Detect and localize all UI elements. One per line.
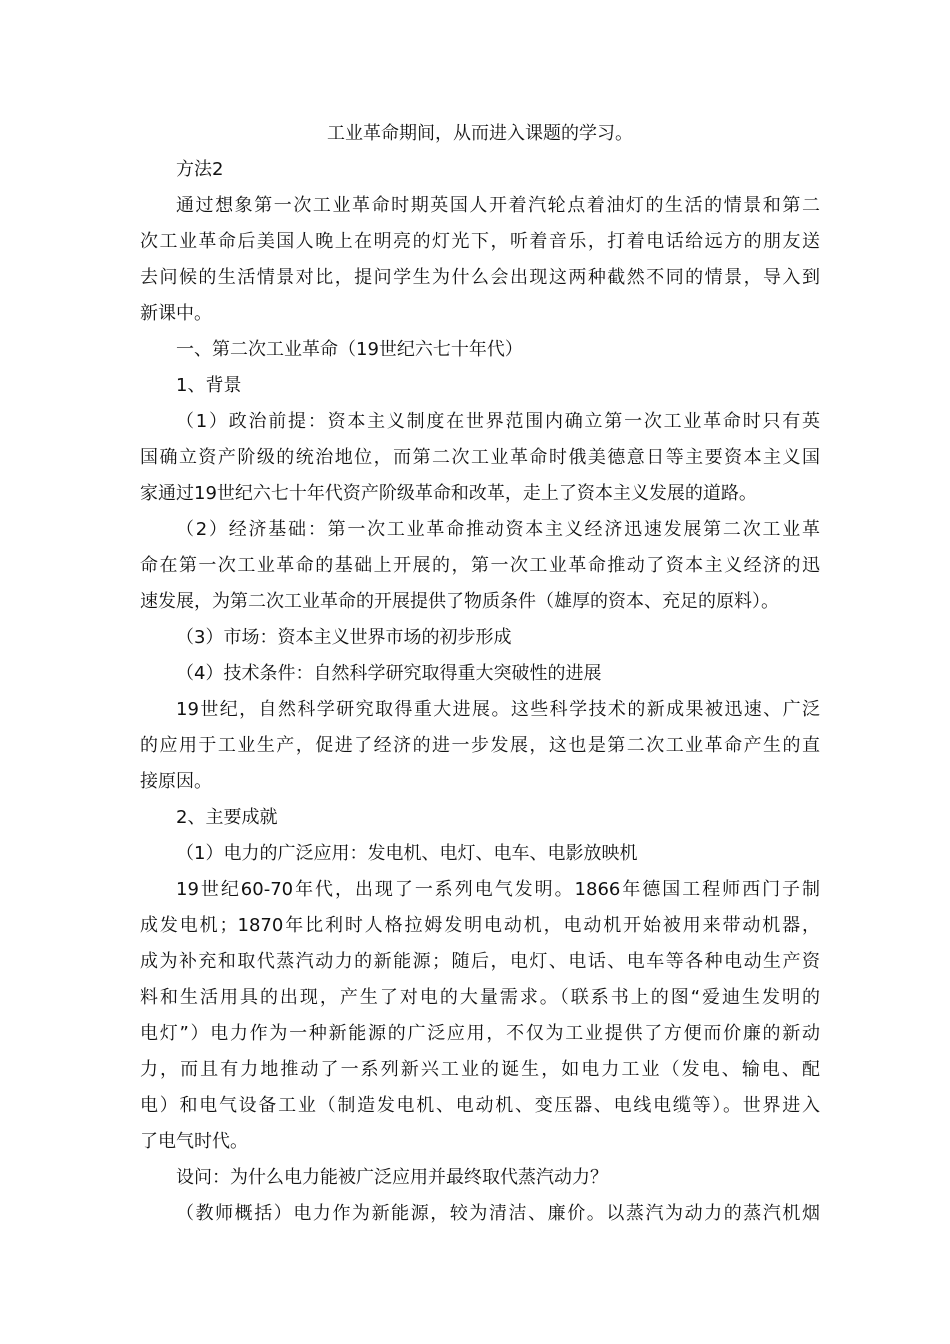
paragraph-economic-basis [140, 512, 820, 620]
paragraph-intro-end: 工业革命期间，从而进入课题的学习。 [327, 123, 633, 144]
text-line: 接原因。 [140, 771, 212, 792]
text-line: 19世纪60-70年代，出现了一系列电气发明。1866年德国工程师西门子制 [176, 879, 820, 900]
text-line: （2）经济基础：第一次工业革命推动资本主义经济迅速发展第二次工业革 [176, 519, 820, 540]
text-line: （1）政治前提：资本主义制度在世界范围内确立第一次工业革命时只有英 [176, 411, 820, 432]
text-line: 家通过19世纪六七十年代资产阶级革命和改革，走上了资本主义发展的道路。 [140, 483, 757, 504]
paragraph-teacher-summary [140, 1196, 820, 1232]
text-line: 国确立资产阶级的统治地位，而第二次工业革命时俄美德意日等主要资本主义国 [140, 447, 820, 468]
paragraph-electricity-applications: （1）电力的广泛应用：发电机、电灯、电车、电影放映机 [176, 843, 638, 864]
text-line: 命在第一次工业革命的基础上开展的，第一次工业革命推动了资本主义经济的迅 [140, 555, 820, 576]
paragraph-question: 设问：为什么电力能被广泛应用并最终取代蒸汽动力？ [176, 1167, 608, 1188]
text-line: 了电气时代。 [140, 1131, 248, 1152]
paragraph-method-2-heading: 方法2 [176, 159, 224, 180]
text-line: 力，而且有力地推动了一系列新兴工业的诞生，如电力工业（发电、输电、配 [140, 1059, 820, 1080]
paragraph-technical-conditions: （4）技术条件：自然科学研究取得重大突破性的进展 [176, 663, 602, 684]
text-line: 电）和电气设备工业（制造发电机、电动机、变压器、电线电缆等）。世界进入 [140, 1095, 820, 1116]
text-line: 去问候的生活情景对比，提问学生为什么会出现这两种截然不同的情景，导入到 [140, 267, 820, 288]
text-line: 的应用于工业生产，促进了经济的进一步发展，这也是第二次工业革命产生的直 [140, 735, 820, 756]
subsection-heading-achievements: 2、主要成就 [176, 807, 278, 828]
text-line: 次工业革命后美国人晚上在明亮的灯光下，听着音乐，打着电话给远方的朋友送 [140, 231, 820, 252]
text-line: 速发展，为第二次工业革命的开展提供了物质条件（雄厚的资本、充足的原料）。 [140, 591, 779, 612]
subsection-heading-background: 1、背景 [176, 375, 242, 396]
text-line: 19世纪，自然科学研究取得重大进展。这些科学技术的新成果被迅速、广泛 [176, 699, 820, 720]
text-line: 电灯”）电力作为一种新能源的广泛应用，不仅为工业提供了方便而价廉的新动 [140, 1023, 820, 1044]
document-body [140, 116, 820, 1232]
text-line: 成为补充和取代蒸汽动力的新能源；随后，电灯、电话、电车等各种电动生产资 [140, 951, 820, 972]
text-line: （教师概括）电力作为新能源，较为清洁、廉价。以蒸汽为动力的蒸汽机烟 [176, 1203, 820, 1224]
text-line: 料和生活用具的出现，产生了对电的大量需求。（联系书上的图“爱迪生发明的 [140, 987, 820, 1008]
section-heading-second-industrial-revolution: 一、第二次工业革命（19世纪六七十年代） [176, 339, 523, 360]
text-line: 成发电机；1870年比利时人格拉姆发明电动机，电动机开始被用来带动机器， [140, 915, 820, 936]
paragraph-science-progress [140, 692, 820, 800]
paragraph-electric-inventions [140, 872, 820, 1160]
text-line: 通过想象第一次工业革命时期英国人开着汽轮点着油灯的生活的情景和第二 [176, 195, 820, 216]
text-line: 新课中。 [140, 303, 212, 324]
paragraph-market: （3）市场：资本主义世界市场的初步形成 [176, 627, 512, 648]
paragraph-method-2-body [140, 188, 820, 332]
paragraph-political-premise [140, 404, 820, 512]
